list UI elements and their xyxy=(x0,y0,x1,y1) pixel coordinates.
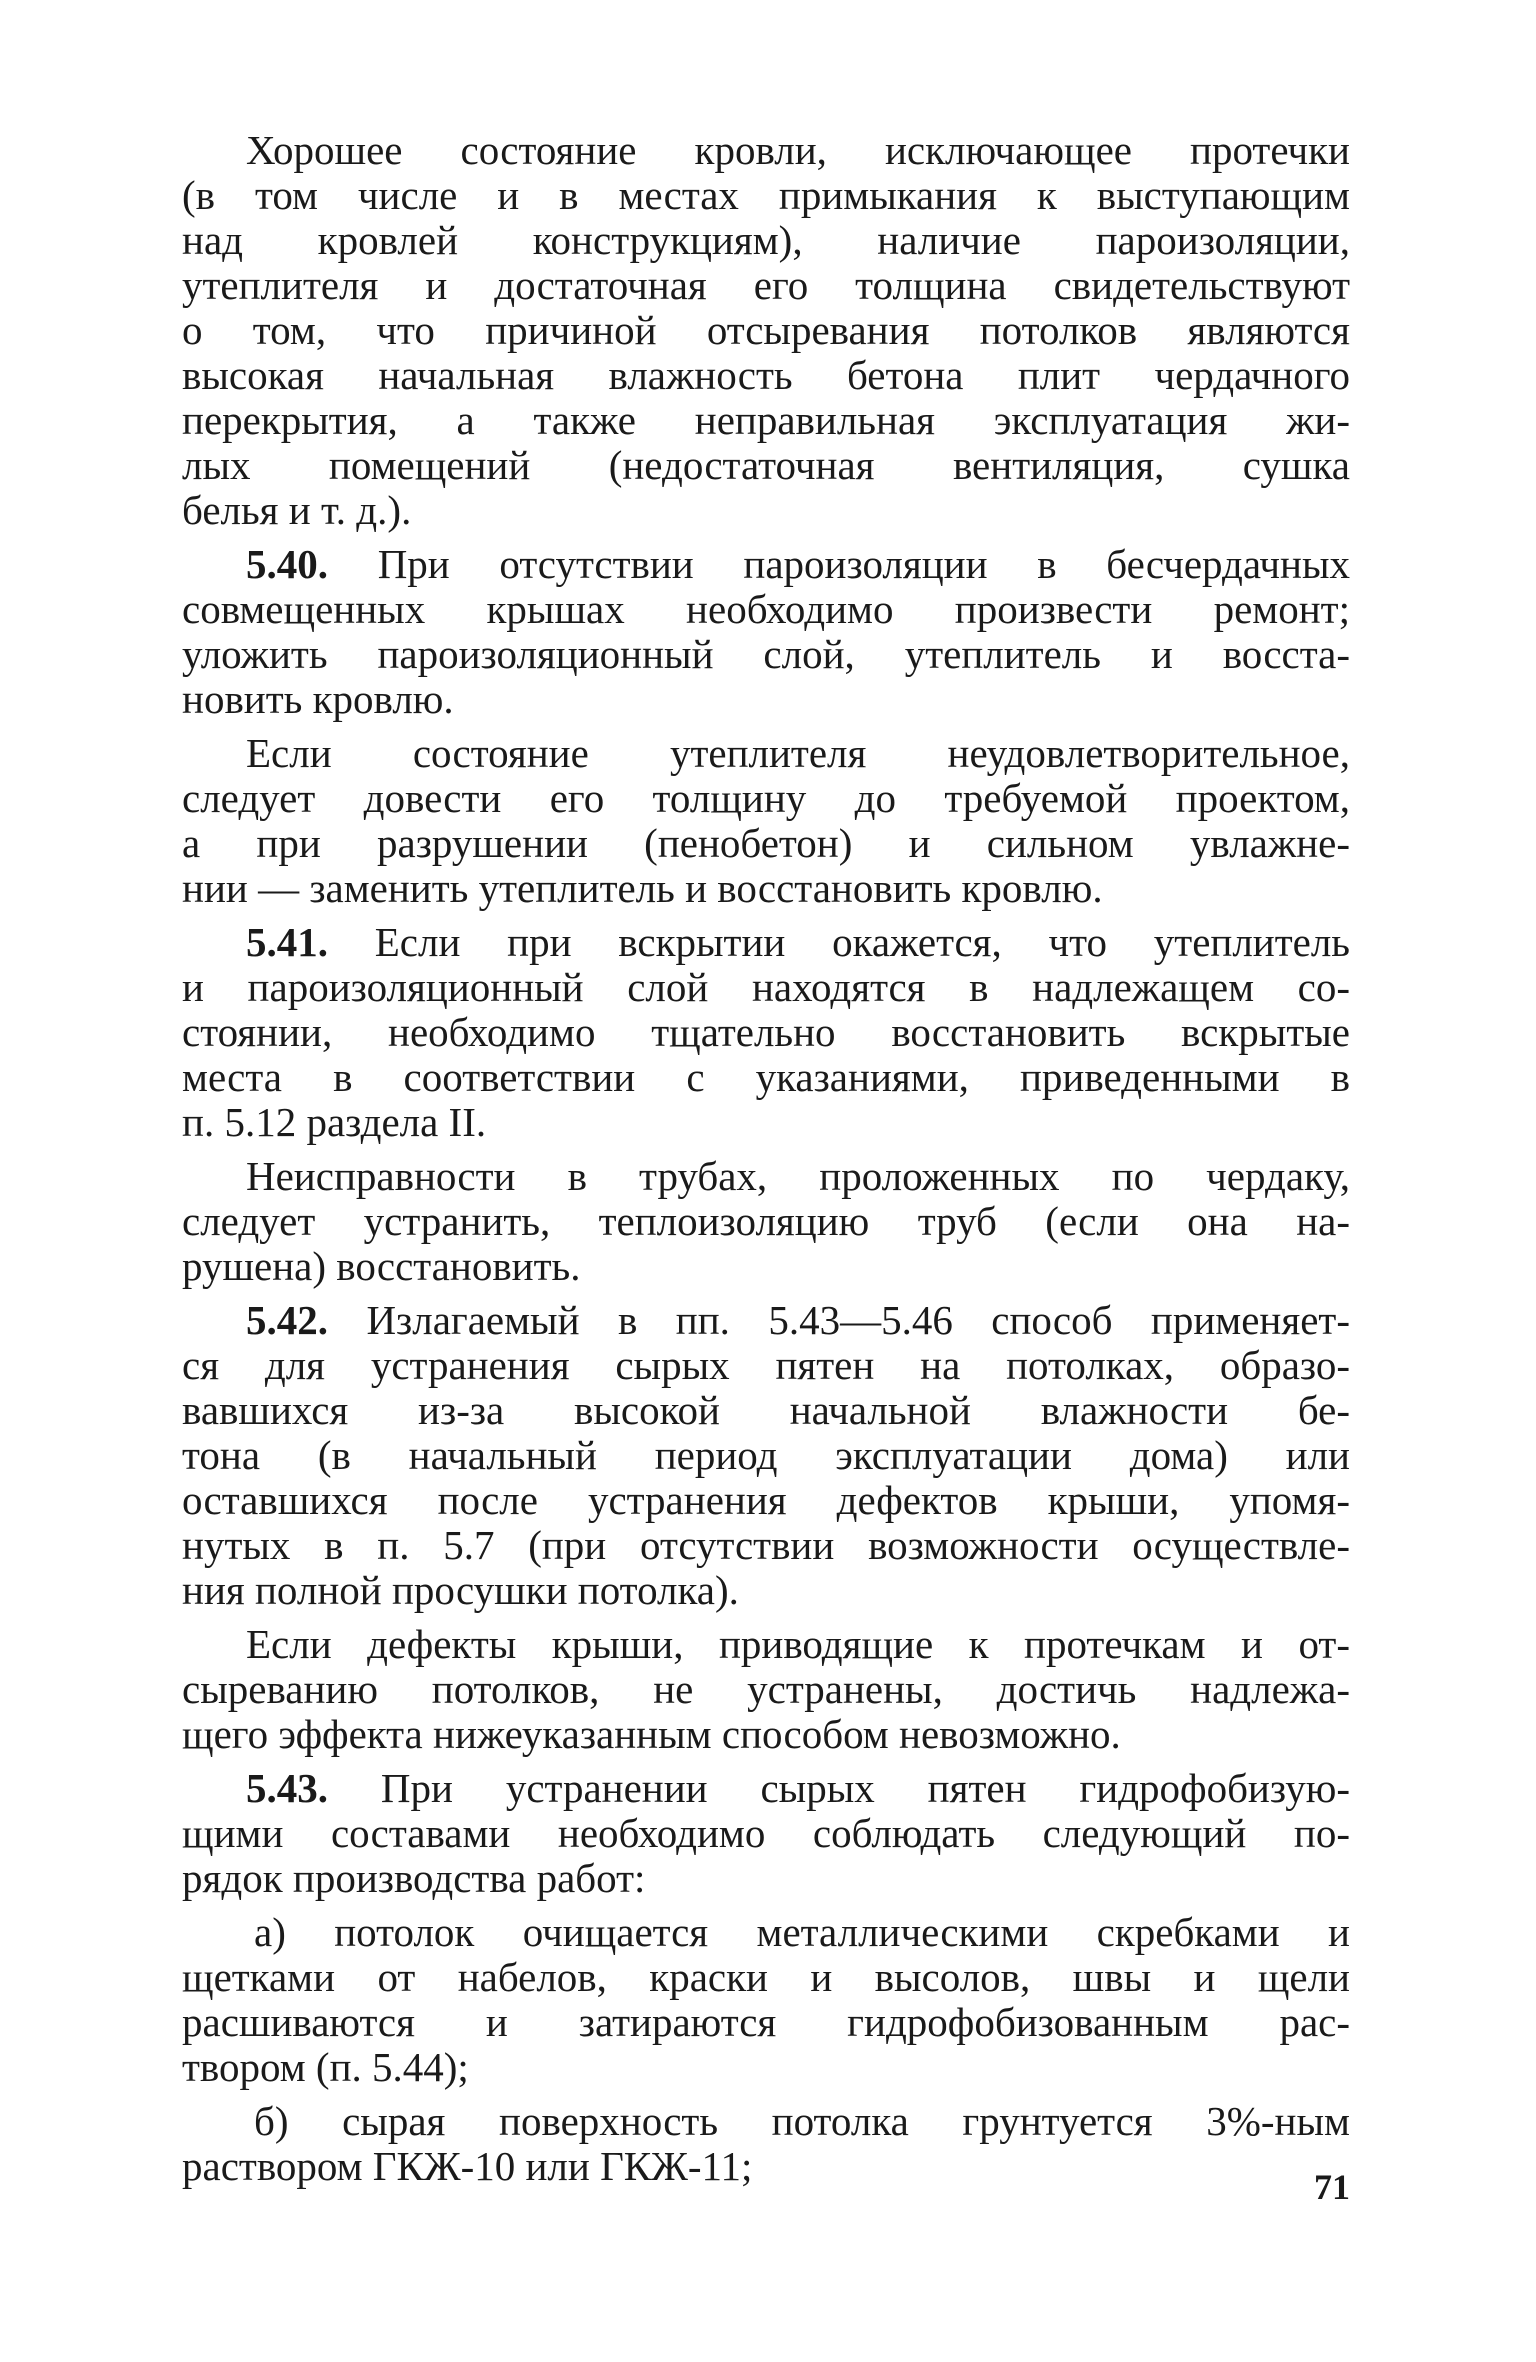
text-line: б) сырая поверхность потолка грунтуется 3%-ным xyxy=(254,2098,1350,2144)
text-line: Хорошее состояние кровли, исключающее протечки xyxy=(246,127,1350,173)
page-number: 71 xyxy=(1314,2167,1350,2207)
text-line: рядок производства работ: xyxy=(182,1855,646,1901)
text-line: уложить пароизоляционный слой, утеплитель и восста- xyxy=(182,631,1350,677)
text-line: а при разрушении (пенобетон) и сильном увлажне- xyxy=(182,820,1350,866)
document-body xyxy=(182,128,1350,2189)
section-number: 5.41. xyxy=(246,919,328,965)
text-line: щими составами необходимо соблюдать следующий по- xyxy=(182,1810,1350,1856)
text-line: твором (п. 5.44); xyxy=(182,2044,469,2090)
text-line: п. 5.12 раздела II. xyxy=(182,1099,487,1145)
text-line: совмещенных крышах необходимо произвести ремонт; xyxy=(182,586,1350,632)
text-line: утеплителя и достаточная его толщина свидетельствуют xyxy=(182,262,1350,308)
text-line: о том, что причиной отсыревания потолков являются xyxy=(182,307,1350,353)
text-line: лых помещений (недостаточная вентиляция, сушка xyxy=(182,442,1350,488)
text-line: рушена) восстановить. xyxy=(182,1243,581,1289)
section-5-42 xyxy=(182,1298,1350,1613)
text-line: следует довести его толщину до требуемой проектом, xyxy=(182,775,1350,821)
text-line: сыреванию потолков, не устранены, достичь надлежа- xyxy=(182,1666,1350,1712)
paragraph-roof-condition xyxy=(182,128,1350,533)
text-line: стоянии, необходимо тщательно восстановить вскрытые xyxy=(182,1009,1350,1055)
text-line: щетками от набелов, краски и высолов, швы и щели xyxy=(182,1954,1350,2000)
section-5-41 xyxy=(182,920,1350,1145)
text-line: перекрытия, а также неправильная эксплуатация жи- xyxy=(182,397,1350,443)
section-number: 5.42. xyxy=(246,1297,328,1343)
text-line xyxy=(182,920,1350,965)
section-text: При устранении сырых пятен гидрофобизую- xyxy=(380,1765,1350,1811)
section-text: Если при вскрытии окажется, что утеплитель xyxy=(374,919,1351,965)
list-item-b xyxy=(182,2099,1350,2189)
text-line: белья и т. д.). xyxy=(182,487,412,533)
text-line: и пароизоляционный слой находятся в надлежащем со- xyxy=(182,964,1350,1010)
paragraph-pipes xyxy=(182,1154,1350,1289)
text-line: тона (в начальный период эксплуатации дома) или xyxy=(182,1432,1350,1478)
text-line xyxy=(182,542,1350,587)
text-line: раствором ГКЖ-10 или ГКЖ-11; xyxy=(182,2143,753,2189)
section-text: При отсутствии пароизоляции в бесчердачных xyxy=(377,541,1350,587)
paragraph-insulation xyxy=(182,731,1350,911)
text-line: расшиваются и затираются гидрофобизованным рас- xyxy=(182,1999,1350,2045)
text-line: нии — заменить утеплитель и восстановить кровлю. xyxy=(182,865,1103,911)
text-line: Если дефекты крыши, приводящие к протечкам и от- xyxy=(246,1621,1350,1667)
section-5-43 xyxy=(182,1766,1350,1901)
text-line: вавшихся из-за высокой начальной влажности бе- xyxy=(182,1387,1350,1433)
text-line: ния полной просушки потолка). xyxy=(182,1567,739,1613)
text-line: следует устранить, теплоизоляцию труб (если она на- xyxy=(182,1198,1350,1244)
text-line: над кровлей конструкциям), наличие пароизоляции, xyxy=(182,217,1350,263)
text-line: высокая начальная влажность бетона плит чердачного xyxy=(182,352,1350,398)
text-line: оставшихся после устранения дефектов крыши, упомя- xyxy=(182,1477,1350,1523)
text-line: Если состояние утеплителя неудовлетворительное, xyxy=(246,730,1350,776)
text-line: щего эффекта нижеуказанным способом невозможно. xyxy=(182,1711,1121,1757)
section-number: 5.43. xyxy=(246,1765,328,1811)
text-line: а) потолок очищается металлическими скребками и xyxy=(254,1909,1350,1955)
text-line: Неисправности в трубах, проложенных по чердаку, xyxy=(246,1153,1350,1199)
text-line xyxy=(182,1766,1350,1811)
text-line: новить кровлю. xyxy=(182,676,454,722)
text-line: места в соответствии с указаниями, приведенными в xyxy=(182,1054,1350,1100)
section-5-40 xyxy=(182,542,1350,722)
text-line: нутых в п. 5.7 (при отсутствии возможности осуществле- xyxy=(182,1522,1350,1568)
section-number: 5.40. xyxy=(246,541,328,587)
section-text: Излагаемый в пп. 5.43—5.46 способ применяет- xyxy=(366,1297,1350,1343)
text-line xyxy=(182,1298,1350,1343)
text-line: (в том числе и в местах примыкания к выступающим xyxy=(182,172,1350,218)
list-item-a xyxy=(182,1910,1350,2090)
text-line: ся для устранения сырых пятен на потолках, образо- xyxy=(182,1342,1350,1388)
paragraph-roof-defects xyxy=(182,1622,1350,1757)
